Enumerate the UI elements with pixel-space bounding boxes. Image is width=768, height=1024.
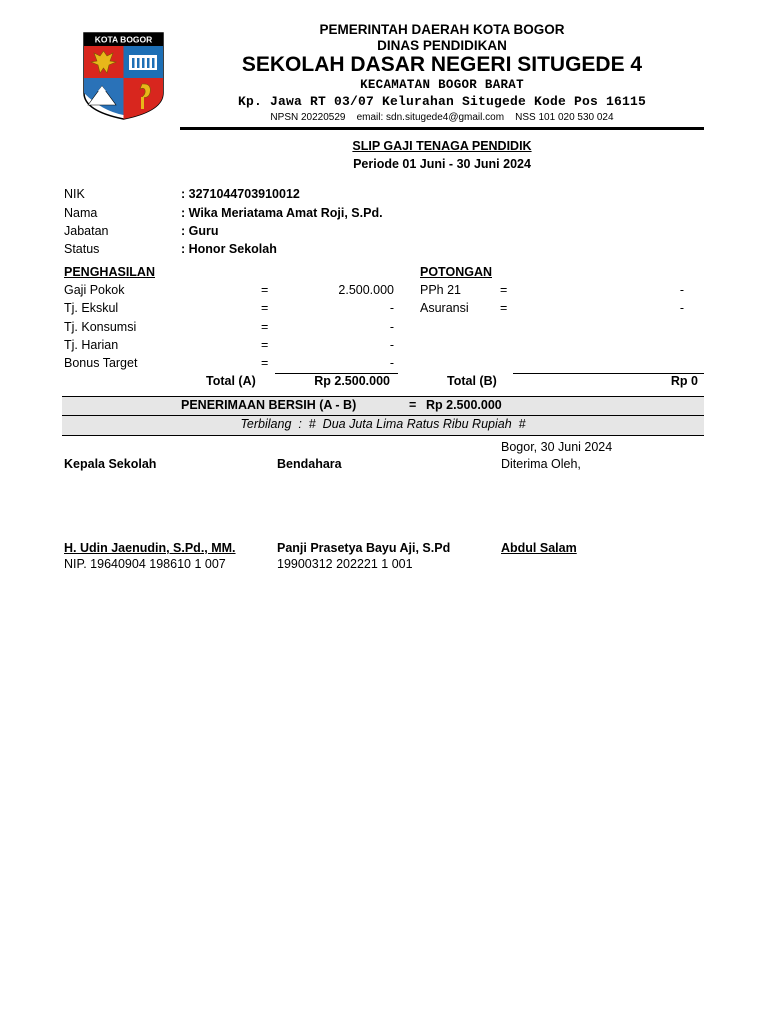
government-heading: PEMERINTAH DAERAH KOTA BOGOR: [319, 22, 565, 37]
income-label: Tj. Ekskul: [64, 301, 119, 315]
svg-text:KOTA BOGOR: KOTA BOGOR: [94, 34, 153, 45]
status-value: : Honor Sekolah: [181, 242, 277, 256]
school-name: SEKOLAH DASAR NEGERI SITUGEDE 4: [241, 53, 643, 76]
slip-title: SLIP GAJI TENAGA PENDIDIK: [352, 139, 532, 153]
school-address: Kp. Jawa RT 03/07 Kelurahan Situgede Kode Pos 16115: [237, 94, 647, 109]
income-total-value: Rp 2.500.000: [314, 374, 390, 388]
deduction-equals: =: [500, 301, 508, 315]
deduction-equals: =: [500, 283, 508, 297]
status-label: Status: [64, 242, 100, 256]
income-equals: =: [261, 356, 269, 370]
deduction-label: Asuransi: [420, 301, 469, 315]
name-label: Nama: [64, 206, 98, 220]
net-pay-label: PENERIMAAN BERSIH (A - B): [181, 398, 357, 412]
treasurer-name: Panji Prasetya Bayu Aji, S.Pd: [277, 541, 451, 555]
spelled-amount: Terbilang : # Dua Juta Lima Ratus Ribu Rupiah #: [240, 417, 526, 431]
place-date: Bogor, 30 Juni 2024: [501, 440, 613, 454]
net-pay-value: Rp 2.500.000: [426, 398, 502, 412]
income-value: -: [389, 356, 394, 370]
income-label: Tj. Konsumsi: [64, 320, 137, 334]
name-value: : Wika Meriatama Amat Roji, S.Pd.: [181, 206, 383, 220]
income-value: -: [389, 320, 394, 334]
income-equals: =: [261, 301, 269, 315]
nik-value: : 3271044703910012: [181, 187, 300, 201]
headmaster-name: H. Udin Jaenudin, S.Pd., MM.: [64, 541, 236, 555]
income-equals: =: [261, 338, 269, 352]
income-total-label: Total (A): [206, 374, 256, 388]
net-pay-equals: =: [409, 398, 417, 412]
school-contact: NPSN 20220529 email: sdn.situgede4@gmail.com NSS 101 020 530 024: [270, 112, 614, 123]
nik-label: NIK: [64, 187, 85, 201]
net-pay-band: [62, 396, 704, 416]
income-label: Gaji Pokok: [64, 283, 125, 297]
position-label: Jabatan: [64, 224, 109, 238]
income-value: -: [389, 301, 394, 315]
header-divider: [180, 127, 704, 130]
deduction-total-label: Total (B): [447, 374, 497, 388]
headmaster-nip: NIP. 19640904 198610 1 007: [64, 557, 226, 571]
income-equals: =: [261, 283, 269, 297]
district-heading: KECAMATAN BOGOR BARAT: [360, 78, 524, 92]
income-value: -: [389, 338, 394, 352]
receiver-title: Diterima Oleh,: [501, 457, 581, 471]
deduction-value: -: [679, 301, 684, 315]
kota-bogor-logo: [82, 31, 165, 121]
deduction-total-value: Rp 0: [670, 374, 698, 388]
income-label: Bonus Target: [64, 356, 138, 370]
income-value: 2.500.000: [338, 283, 394, 297]
treasurer-title: Bendahara: [277, 457, 342, 471]
receiver-name: Abdul Salam: [501, 541, 577, 555]
department-heading: DINAS PENDIDIKAN: [377, 38, 507, 53]
slip-period: Periode 01 Juni - 30 Juni 2024: [353, 157, 531, 171]
deduction-value: -: [679, 283, 684, 297]
income-label: Tj. Harian: [64, 338, 119, 352]
headmaster-title: Kepala Sekolah: [64, 457, 157, 471]
income-heading: PENGHASILAN: [64, 265, 155, 279]
income-equals: =: [261, 320, 269, 334]
position-value: : Guru: [181, 224, 219, 238]
treasurer-nip: 19900312 202221 1 001: [277, 557, 413, 571]
deductions-heading: POTONGAN: [420, 265, 492, 279]
deduction-label: PPh 21: [420, 283, 462, 297]
